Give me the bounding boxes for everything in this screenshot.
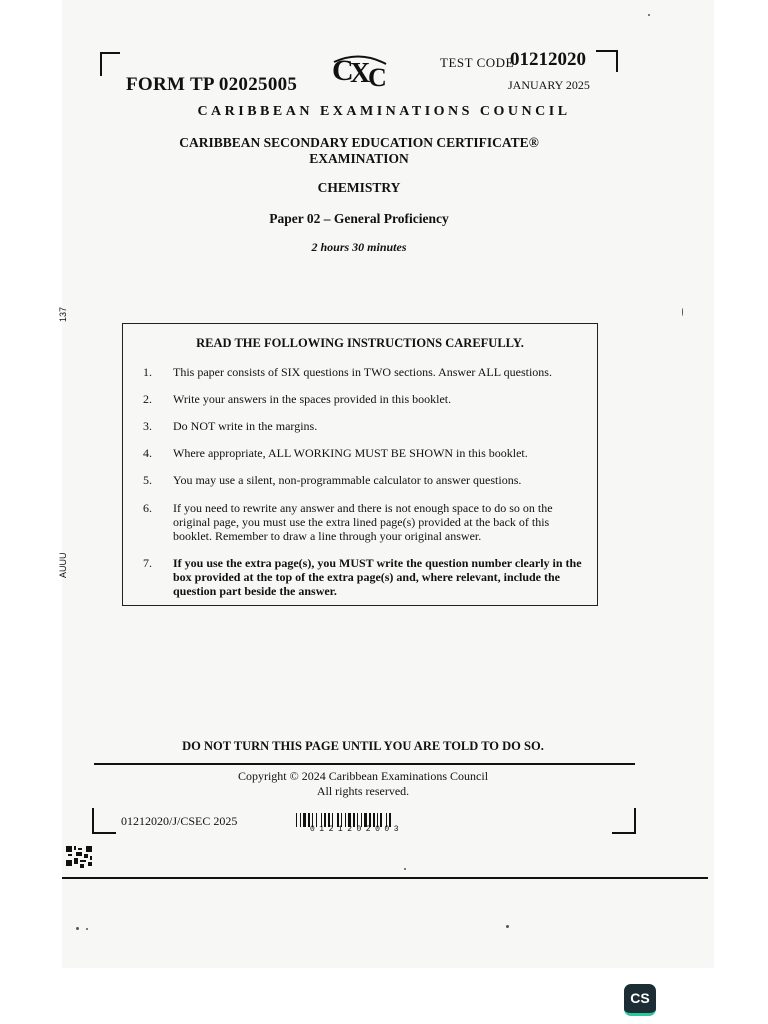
do-not-turn-warning: DO NOT TURN THIS PAGE UNTIL YOU ARE TOLD TO DO SO. <box>182 739 544 753</box>
form-code: FORM TP 02025005 <box>126 74 298 95</box>
instruction-number: 5. <box>143 473 152 487</box>
margin-mark-top: 137 <box>58 306 68 322</box>
test-code-value: 01212020 <box>510 49 586 70</box>
camscanner-badge[interactable]: CS <box>624 984 656 1016</box>
instruction-item <box>143 392 583 406</box>
top-left-corner-mark <box>100 52 120 76</box>
exam-date: JANUARY 2025 <box>508 78 590 92</box>
margin-mark-bottom: AUUU <box>58 552 68 578</box>
barcode-bar <box>303 813 306 827</box>
instruction-item <box>143 365 583 379</box>
instruction-number: 3. <box>143 419 152 433</box>
instruction-number: 2. <box>143 392 152 406</box>
instruction-text: Do NOT write in the margins. <box>173 419 318 433</box>
svg-text:C: C <box>368 63 387 92</box>
paper-name: Paper 02 – General Proficiency <box>269 211 449 226</box>
top-right-corner-mark <box>596 50 618 72</box>
subject-title: CHEMISTRY <box>317 180 401 195</box>
svg-text:C: C <box>332 54 354 87</box>
instruction-item <box>143 419 583 433</box>
bottom-left-corner-mark <box>92 808 116 834</box>
exam-title <box>0 135 718 167</box>
instruction-number: 6. <box>143 501 152 515</box>
copyright-line2: All rights reserved. <box>316 784 410 798</box>
instruction-item <box>143 501 583 543</box>
instruction-item <box>143 446 583 460</box>
barcode-bar <box>300 813 301 827</box>
scan-speck <box>682 308 683 316</box>
instruction-text: You may use a silent, non-programmable calculator to answer questions. <box>173 473 522 487</box>
duration: 2 hours 30 minutes <box>311 240 407 254</box>
scan-speck <box>648 14 650 16</box>
cxc-logo-icon <box>330 52 392 92</box>
footer-paper-code: 01212020/J/CSEC 2025 <box>121 814 238 828</box>
instructions-box <box>122 323 598 606</box>
copyright-notice <box>0 769 726 799</box>
council-name: CARIBBEAN EXAMINATIONS COUNCIL <box>197 104 571 119</box>
footer-divider <box>94 763 635 765</box>
barcode-bar <box>296 813 297 827</box>
svg-text:X: X <box>350 58 371 89</box>
instructions-heading: READ THE FOLLOWING INSTRUCTIONS CAREFULLY. <box>196 336 524 350</box>
test-code-label: TEST CODE <box>440 55 514 70</box>
instruction-text: Where appropriate, ALL WORKING MUST BE SHOWN in this booklet. <box>173 446 528 460</box>
exam-title-line2: EXAMINATION <box>309 151 409 166</box>
instruction-text: If you use the extra page(s), you MUST write the question number clearly in the box provided at the top of the extra page(s) and, where relevant, include the question part beside the answer. <box>173 556 582 598</box>
scan-speck <box>76 927 79 930</box>
scan-speck <box>506 925 509 928</box>
instruction-text: If you need to rewrite any answer and there is not enough space to do so on the original page, you must use the extra lined page(s) provided at the back of this booklet. Remember to draw a line through your original answer. <box>173 501 553 543</box>
bottom-right-corner-mark <box>612 808 636 834</box>
instruction-text: Write your answers in the spaces provided in this booklet. <box>173 392 452 406</box>
instruction-text: This paper consists of SIX questions in TWO sections. Answer ALL questions. <box>173 365 552 379</box>
instruction-number: 1. <box>143 365 152 379</box>
instruction-item <box>143 556 583 598</box>
scan-edge-line <box>62 877 708 879</box>
instruction-number: 7. <box>143 556 152 570</box>
scan-speck <box>86 928 88 930</box>
barcode-digits: 0121202003 <box>310 825 404 834</box>
scan-speck <box>404 868 406 870</box>
instruction-number: 4. <box>143 446 152 460</box>
copyright-line1: Copyright © 2024 Caribbean Examinations Council <box>237 769 489 783</box>
instruction-item <box>143 473 583 487</box>
qr-code-icon <box>66 846 94 868</box>
exam-title-line1: CARIBBEAN SECONDARY EDUCATION CERTIFICATE® <box>179 135 539 150</box>
